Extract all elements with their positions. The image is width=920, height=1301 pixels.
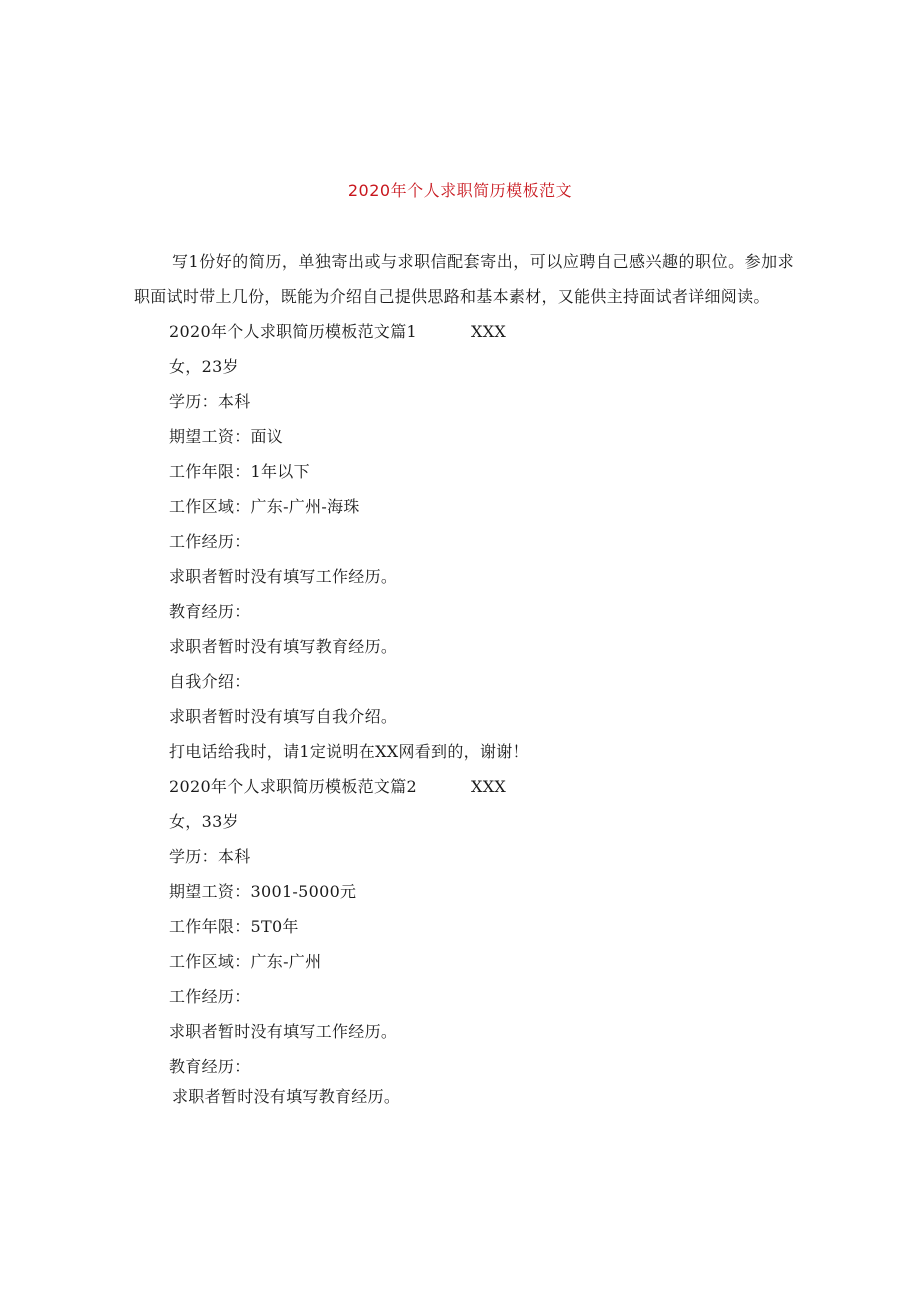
intro-paragraph	[134, 244, 794, 314]
intro-text: 写1份好的简历，单独寄出或与求职信配套寄出，可以应聘自己感兴趣的职位。参加求职面试时带上几份，既能为介绍自己提供思路和基本素材，又能供主持面试者详细阅读。	[134, 252, 794, 306]
section-1-line: 学历：本科	[169, 392, 251, 411]
resume-content	[169, 314, 809, 1114]
section-1-line: 求职者暂时没有填写教育经历。	[169, 637, 398, 656]
section-1-line: 工作年限：1年以下	[169, 462, 310, 481]
section-1-heading-text: 2020年个人求职简历模板范文篇1	[169, 322, 417, 341]
section-1-line: 女，23岁	[169, 357, 239, 376]
section-1-line: 工作经历：	[169, 532, 251, 551]
document-title: 2020年个人求职简历模板范文	[347, 181, 573, 200]
section-2-line: 学历：本科	[169, 847, 251, 866]
section-1-line: 教育经历：	[169, 602, 251, 621]
section-2-heading-text: 2020年个人求职简历模板范文篇2	[169, 777, 417, 796]
section-1-heading	[169, 314, 809, 349]
section-2-line: 期望工资：3001-5000元	[169, 882, 357, 901]
section-1-line: 打电话给我时，请1定说明在XX网看到的，谢谢！	[169, 742, 529, 761]
section-1-line: 期望工资：面议	[169, 427, 284, 446]
section-1-line: 自我介绍：	[169, 672, 251, 691]
section-1-line: 求职者暂时没有填写工作经历。	[169, 567, 398, 586]
section-2-line: 工作经历：	[169, 987, 251, 1006]
section-2-line: 求职者暂时没有填写工作经历。	[169, 1022, 398, 1041]
section-1-name: XXX	[471, 322, 507, 341]
section-1-line: 工作区域：广东-广州-海珠	[169, 497, 360, 516]
section-2-line: 教育经历：	[169, 1057, 251, 1076]
section-2-line: 女，33岁	[169, 812, 239, 831]
section-1-line: 求职者暂时没有填写自我介绍。	[169, 707, 398, 726]
section-2-line: 工作区域：广东-广州	[169, 952, 322, 971]
section-2-line: 工作年限：5T0年	[169, 917, 299, 936]
section-2-line: 求职者暂时没有填写教育经历。	[172, 1087, 401, 1106]
section-2-name: XXX	[471, 777, 507, 796]
section-2-heading	[169, 769, 809, 804]
